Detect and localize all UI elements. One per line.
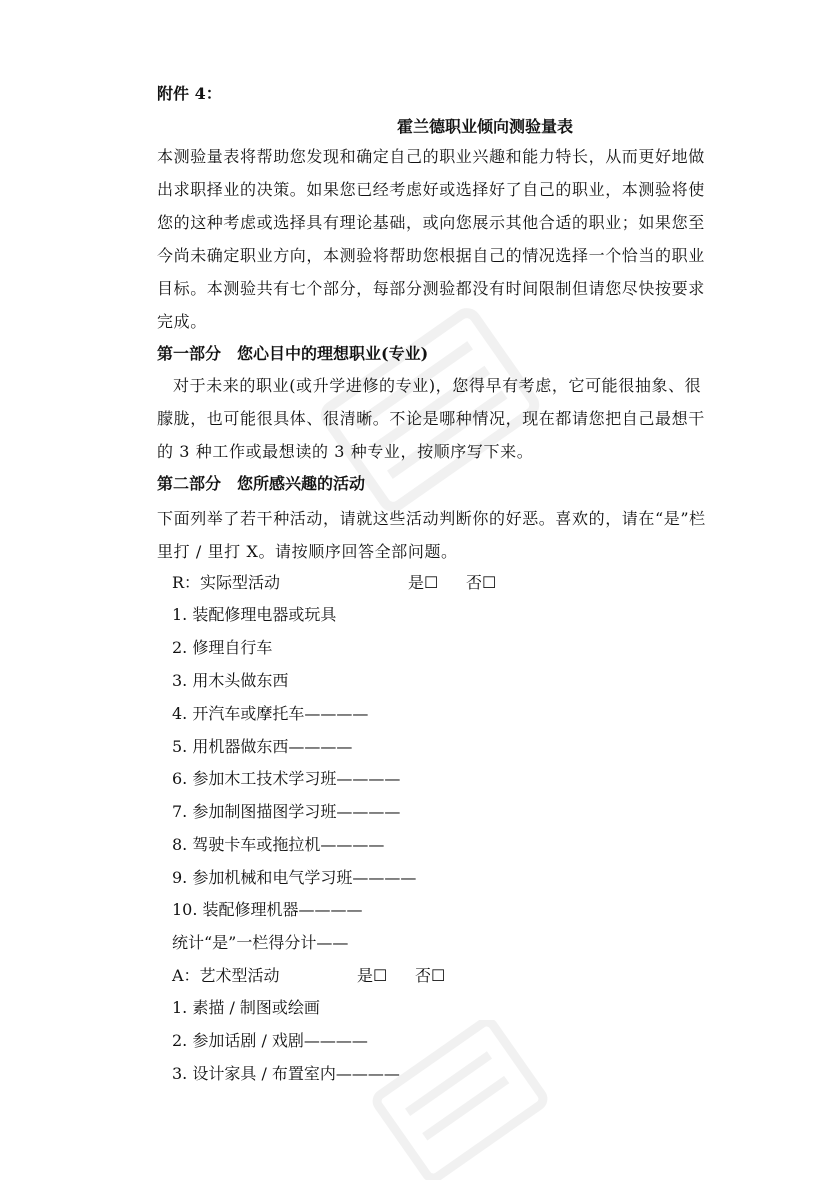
list-item: 1. 素描 / 制图或绘画	[172, 998, 320, 1017]
list-item: 9. 参加机械和电气学习班————	[172, 868, 417, 887]
list-item: 7. 参加制图描图学习班————	[172, 802, 401, 821]
list-item: 5. 用机器做东西————	[172, 737, 353, 756]
list-item: 3. 设计家具 / 布置室内————	[172, 1064, 400, 1083]
intro-text: 本测验量表将帮助您发现和确定自己的职业兴趣和能力特长，从而更好地做出求职择业的决策。如果您已经考虑好或选择好了自己的职业，本测验将使您的这种考虑或选择具有理论基础，或向您展示其他合适的职业；如果您至今尚未确定职业方向，本测验将帮助您根据自己的情况选择一个恰当的职业目标。本测验共有七个部分，每部分测验都没有时间限制但请您尽快按要求完成。	[157, 147, 705, 331]
intro-paragraph	[157, 140, 707, 338]
r-tally: 统计“是”一栏得分计——	[172, 933, 349, 952]
part1-paragraph	[157, 369, 707, 468]
r-section-label: R：实际型活动	[172, 573, 281, 592]
part2-paragraph	[157, 502, 707, 568]
list-item: 10. 装配修理机器————	[172, 900, 363, 919]
part1-text: 对于未来的职业(或升学进修的专业)，您得早有考虑，它可能很抽象、很朦胧，也可能很具体、很清晰。不论是哪种情况，现在都请您把自己最想干的 3 种工作或最想读的 3 种专业，按顺序写下来。	[157, 376, 705, 461]
list-item: 2. 参加话剧 / 戏剧————	[172, 1031, 368, 1050]
watermark-icon	[360, 1020, 560, 1180]
r-yes-checkbox[interactable]: 是☐	[408, 573, 439, 592]
list-item: 4. 开汽车或摩托车————	[172, 704, 369, 723]
list-item: 2. 修理自行车	[172, 638, 273, 657]
list-item: 3. 用木头做东西	[172, 671, 289, 690]
part2-heading: 第二部分 您所感兴趣的活动	[157, 474, 366, 493]
part2-text: 下面列举了若干种活动，请就这些活动判断你的好恶。喜欢的，请在“是”栏里打 / 里打 X。请按顺序回答全部问题。	[157, 509, 706, 561]
a-no-checkbox[interactable]: 否☐	[415, 966, 446, 985]
page-title: 霍兰德职业倾向测验量表	[396, 117, 573, 136]
a-section-label: A：艺术型活动	[172, 966, 280, 985]
attachment-label: 附件 4：	[157, 84, 222, 103]
list-item: 6. 参加木工技术学习班————	[172, 769, 401, 788]
list-item: 8. 驾驶卡车或拖拉机————	[172, 835, 385, 854]
r-no-checkbox[interactable]: 否☐	[466, 573, 497, 592]
part1-heading: 第一部分 您心目中的理想职业(专业)	[157, 344, 429, 363]
a-yes-checkbox[interactable]: 是☐	[357, 966, 388, 985]
list-item: 1. 装配修理电器或玩具	[172, 605, 337, 624]
